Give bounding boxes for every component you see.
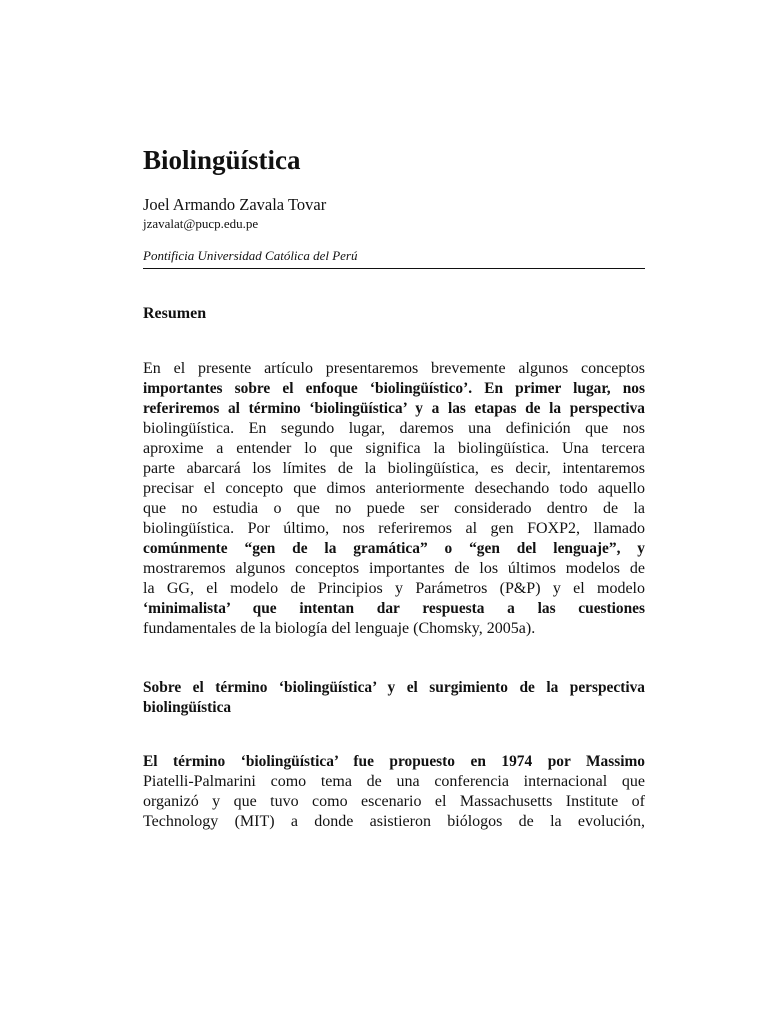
abstract-line: comúnmente “gen de la gramática” o “gen del lenguaje”, y [143, 540, 645, 557]
abstract-line: precisar el concepto que dimos anteriormente desechando todo aquello [143, 480, 645, 497]
author-email: jzavalat@pucp.edu.pe [143, 216, 259, 231]
abstract-heading: Resumen [143, 305, 207, 322]
body-line: El término ‘biolingüística’ fue propuesto en 1974 por Massimo [143, 753, 645, 770]
author-name: Joel Armando Zavala Tovar [143, 195, 327, 214]
abstract-line: mostraremos algunos conceptos importantes de los últimos modelos de [143, 560, 645, 577]
abstract-line: que no estudia o que no puede ser considerado dentro de la [143, 500, 645, 517]
body-line: organizó y que tuvo como escenario el Massachusetts Institute of [143, 793, 645, 810]
abstract-line: ‘minimalista’ que intentan dar respuesta a las cuestiones [143, 600, 645, 617]
body-paragraph [143, 752, 645, 832]
article-title: Biolingüística [143, 145, 301, 175]
section-heading-line: Sobre el término ‘biolingüística’ y el surgimiento de la perspectiva [143, 679, 645, 696]
header-divider [143, 268, 645, 269]
body-line: Technology (MIT) a donde asistieron biólogos de la evolución, [143, 813, 645, 830]
abstract-line: En el presente artículo presentaremos brevemente algunos conceptos [143, 360, 645, 377]
abstract-line: aproxime a entender lo que significa la biolingüística. Una tercera [143, 440, 645, 457]
abstract-line: fundamentales de la biología del lenguaje (Chomsky, 2005a). [143, 620, 536, 637]
body-line: Piatelli-Palmarini como tema de una conferencia internacional que [143, 773, 645, 790]
abstract-paragraph [143, 359, 645, 639]
section-heading [143, 678, 645, 718]
section-heading-line: biolingüística [143, 699, 232, 716]
abstract-line: biolingüística. Por último, nos referiremos al gen FOXP2, llamado [143, 520, 645, 537]
abstract-line: parte abarcará los límites de la biolingüística, es decir, intentaremos [143, 460, 645, 477]
abstract-line: la GG, el modelo de Principios y Parámetros (P&P) y el modelo [143, 580, 645, 597]
abstract-line: importantes sobre el enfoque ‘biolingüístico’. En primer lugar, nos [143, 380, 645, 397]
abstract-line: referiremos al término ‘biolingüística’ y a las etapas de la perspectiva [143, 400, 645, 417]
author-affiliation: Pontificia Universidad Católica del Perú [143, 248, 358, 263]
abstract-line: biolingüística. En segundo lugar, daremos una definición que nos [143, 420, 645, 437]
